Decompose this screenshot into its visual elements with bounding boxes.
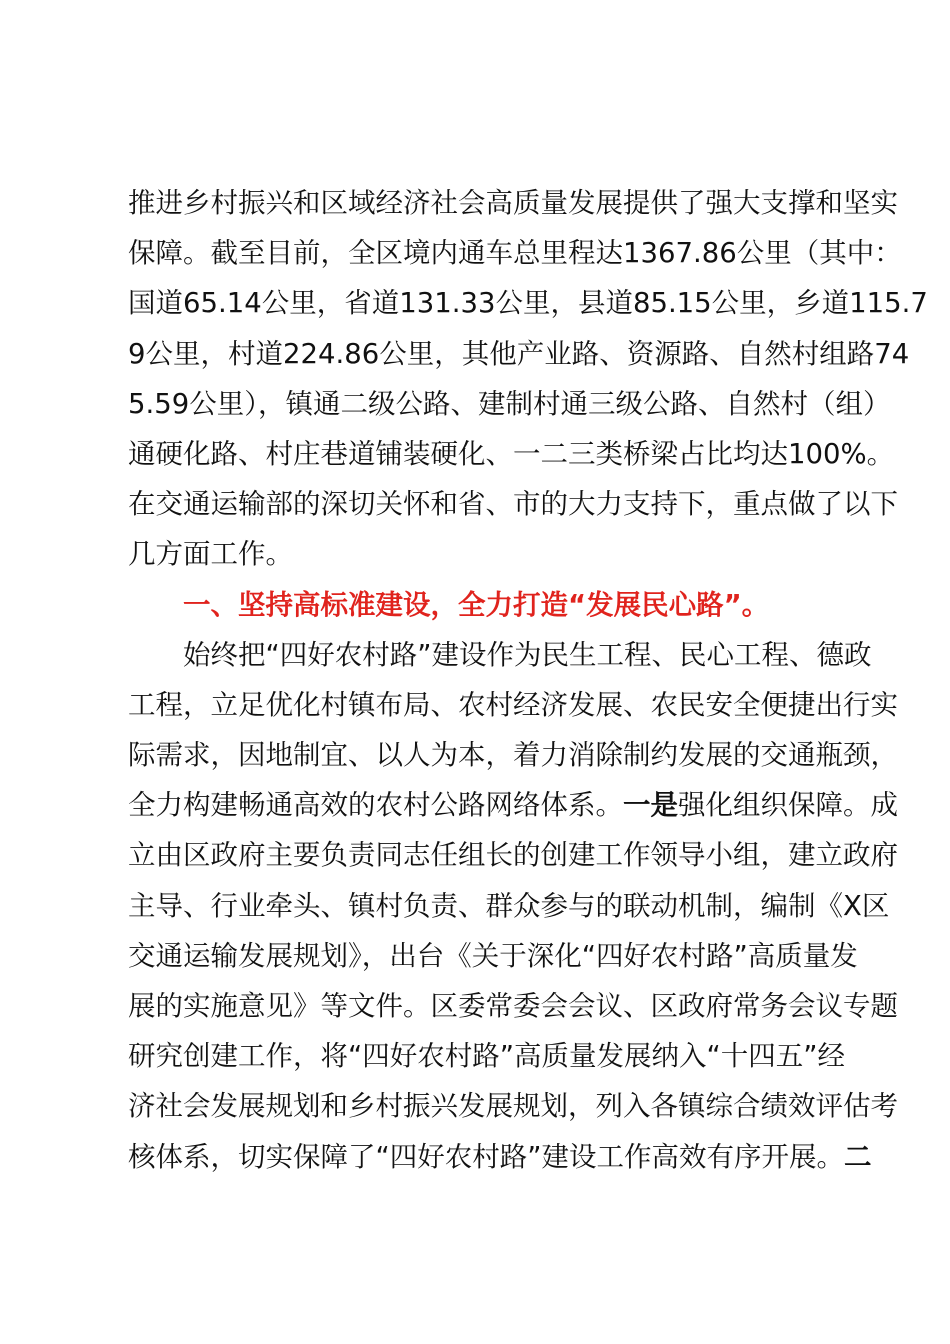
text-line: 9公里，村道224.86公里，其他产业路、资源路、自然村组路74 [128,337,910,370]
text-line: 济社会发展规划和乡村振兴发展规划，列入各镇综合绩效评估考 [128,1090,898,1123]
text-line: 研究创建工作，将“四好农村路”高质量发展纳入“十四五”经 [128,1040,845,1073]
text-line: 主导、行业牵头、镇村负责、群众参与的联动机制，编制《X区 [128,889,890,922]
text-line: 保障。截至目前，全区境内通车总里程达1367.86公里（其中： [128,237,902,270]
text-line: 始终把“四好农村路”建设作为民生工程、民心工程、德政 [183,638,872,671]
text-line: 推进乡村振兴和区域经济社会高质量发展提供了强大支撑和坚实 [128,187,898,219]
text-line [128,1132,872,1182]
text-segment: 全力构建畅通高效的农村公路网络体系。 [128,789,623,822]
section-heading: 一、坚持高标准建设，全力打造“发展民心路”。 [183,588,770,621]
text-line: 5.59公里），镇通二级公路、建制村通三级公路、自然村（组） [128,387,891,420]
text-line: 国道65.14公里，省道131.33公里，县道85.15公里，乡道115.7 [128,287,928,320]
text-line: 际需求，因地制宜、以人为本，着力消除制约发展的交通瓶颈， [128,739,898,772]
text-line: 交通运输发展规划》，出台《关于深化“四好农村路”高质量发 [128,939,858,972]
text-line [128,780,898,830]
text-segment: 强化组织保障。成 [678,789,898,822]
document-body [128,178,928,1182]
text-line: 在交通运输部的深切关怀和省、市的大力支持下，重点做了以下 [128,488,898,521]
text-line: 工程，立足优化村镇布局、农村经济发展、农民安全便捷出行实 [128,688,898,721]
bold-marker: 二 [844,1140,872,1173]
text-line: 通硬化路、村庄巷道铺装硬化、一二三类桥梁占比均达100%。 [128,437,895,470]
text-line: 几方面工作。 [128,538,293,571]
text-line: 立由区政府主要负责同志任组长的创建工作领导小组，建立政府 [128,839,898,872]
text-line: 展的实施意见》等文件。区委常委会会议、区政府常务会议专题 [128,990,898,1022]
text-segment: 核体系，切实保障了“四好农村路”建设工作高效有序开展。 [128,1140,844,1173]
bold-marker: 一是 [623,789,678,822]
